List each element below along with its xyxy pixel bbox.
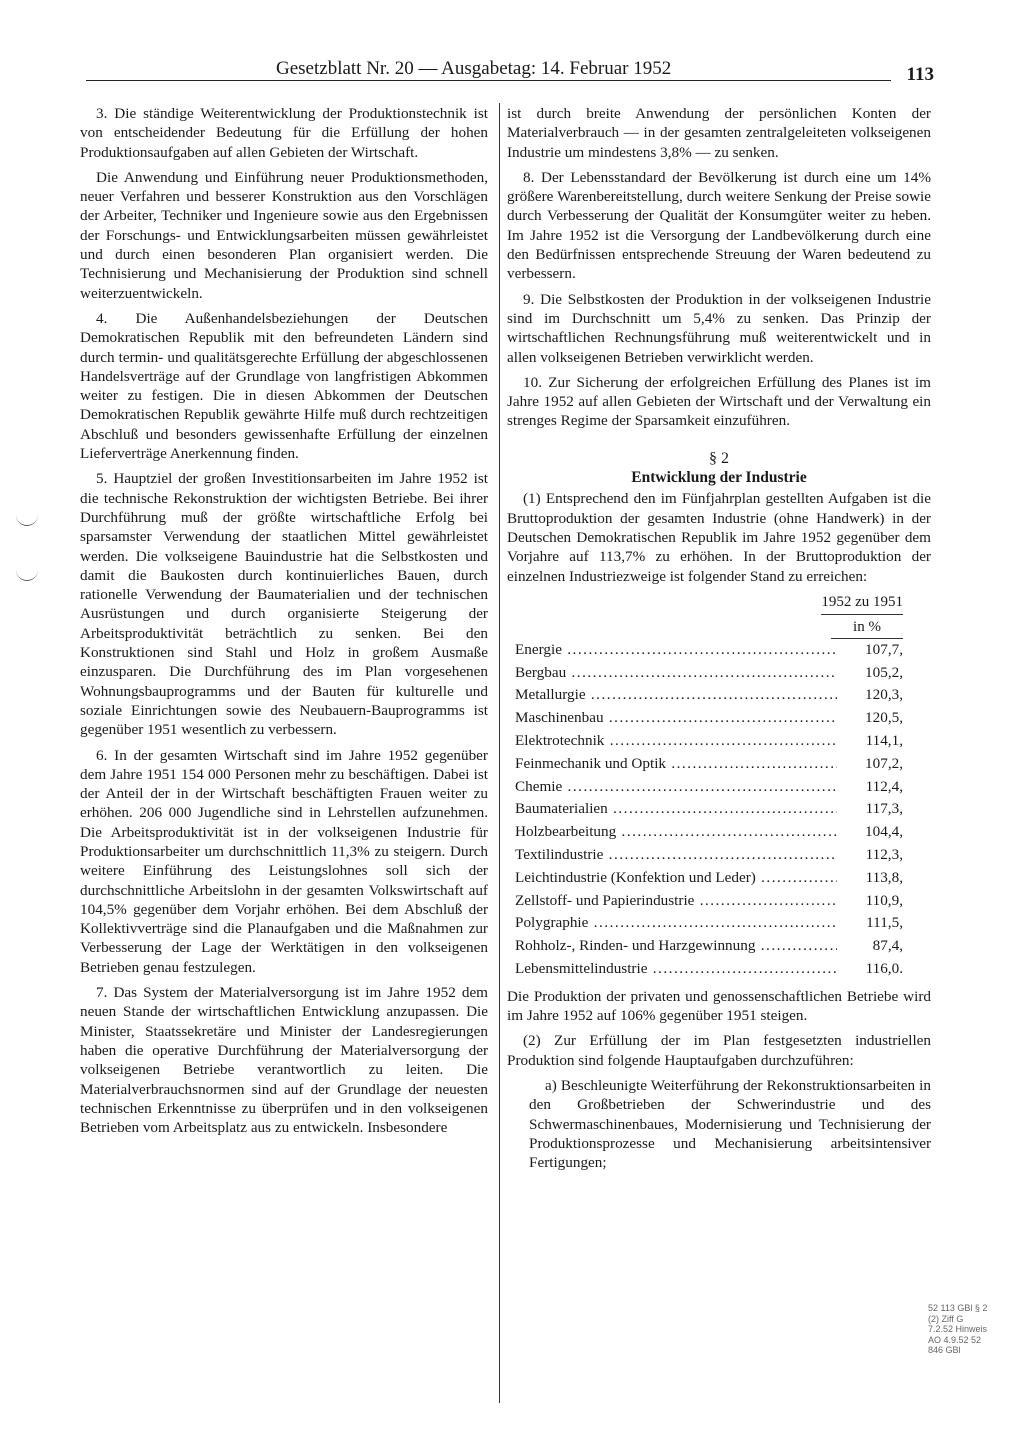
row-label: Leichtindustrie (Konfektion und Leder) ..... [515, 867, 837, 890]
table-header [515, 592, 903, 639]
table-row [515, 753, 903, 776]
row-label: Feinmechanik und Optik ..... [515, 753, 837, 776]
row-label: Textilindustrie ..... [515, 844, 837, 867]
section-title: Entwicklung der Industrie [631, 469, 807, 487]
table-row [515, 798, 903, 821]
industry-table [515, 592, 903, 981]
row-label: Polygraphie ..... [515, 912, 837, 935]
gazette-title: Gesetzblatt Nr. 20 — Ausgabetag: 14. Februar 1952 [276, 58, 672, 79]
table-row [515, 867, 903, 890]
row-label: Baumaterialien ..... [515, 798, 837, 821]
row-value: 107,2, [865, 754, 903, 772]
table-row [515, 935, 903, 958]
section-intro: (1) Entsprechend den im Fünfjahrplan gestellten Aufgaben ist die Bruttoproduktion der gesamten Industrie (ohne Handwerk) in der Deutschen Demokratischen Republik im Jahre 1952 gegenüber dem Vorjahre auf 113,7% zu erhöhen. In der Bruttoproduktion der einzelnen Industriezweige ist folgender Stand zu erreichen: [507, 490, 931, 585]
page-header [86, 58, 934, 88]
item-a: a) Beschleunigte Weiterführung der Rekonstruktionsarbeiten in den Großbetrieben der Schwerindustrie und des Schwermaschinenbaues, Modernisierung und Technisierung der Produktionsprozesse und Mechanisierung arbeitsintensiver Fertigungen; [529, 1076, 931, 1172]
table-row [515, 912, 903, 935]
row-label: Maschinenbau ..... [515, 707, 837, 730]
paragraph-7-continued: ist durch breite Anwendung der persönlichen Konten der Materialverbrauch — in der gesamten zentralgeleiteten volkseigenen Industrie um mindestens 3,8% — zu senken. [507, 105, 931, 161]
row-label: Energie ..... [515, 639, 837, 662]
paragraph-5: 5. Hauptziel der großen Investitionsarbeiten im Jahre 1952 ist die technische Rekonstruktion der wichtigsten Betriebe. Bei ihrer Durchführung muß der größte wirtschaftliche Erfolg bei sparsamster Verwendung der staatlichen Mittel gewährleistet werden. Die volkseigene Bauindustrie hat die Selbstkosten und damit die Baukosten durch kontinuierliches Bauen, durch rationelle Verwendung der Baumaterialien und der technischen Ausrüstungen und durch organisierte Steigerung der Arbeitsproduktivität beträchtlich zu senken. Bei den Konstruktionen sind Stahl und Holz in großem Ausmaße einzusparen. Die Durchführung des im Plan vorgesehenen Wohnungsbauprogramms und der Bauten für kulturelle und soziale Einrichtungen sowie des Neubauern-Bauprogramms ist gegenüber 1951 wesentlich zu verbessern. [80, 470, 488, 739]
table-row [515, 639, 903, 662]
row-label: Bergbau ..... [515, 662, 837, 685]
row-label: Holzbearbeitung ..... [515, 821, 837, 844]
paragraph-4: 4. Die Außenhandelsbeziehungen der Deutschen Demokratischen Republik mit den befreundeten Ländern sind durch termin- und qualitätsgerechte Erfüllung der abgeschlossenen Handelsverträge auf der Grundlage von langfristigen Abkommen weiter zu festigen. Die in diesen Abkommen der Deutschen Demokratischen Republik gewährte Hilfe muß durch rechtzeitigen Abschluß und besonders gewissenhafte Erfüllung der einzelnen Lieferverträge Anerkennung finden. [80, 309, 488, 463]
row-value: 107,7, [865, 640, 903, 658]
row-value: 120,3, [865, 686, 903, 704]
section-number: § 2 [709, 449, 729, 467]
margin-pencil-mark [16, 515, 38, 526]
paragraph-7: 7. Das System der Materialversorgung ist im Jahre 1952 dem neuen Stande der wirtschaftlichen Entwicklung anzupassen. Die Minister, Staatssekretäre und Minister der Landesregierungen haben die operative Durchführung der Materialversorgung der volkseigenen Betriebe verantwortlich zu leiten. Die Materialverbrauchsnormen sind auf der Grundlage der neuesten technischen Erkenntnisse zu überprüfen und in den volkseigenen Betrieben vom Arbeitsplatz aus zu entwickeln. Insbesondere [80, 984, 488, 1137]
table-row [515, 707, 903, 730]
table-row [515, 662, 903, 685]
column-divider [499, 103, 500, 1403]
table-row [515, 958, 903, 981]
row-value: 105,2, [865, 663, 903, 681]
row-value: 111,5, [866, 914, 903, 932]
row-label: Metallurgie ..... [515, 684, 837, 707]
row-label: Rohholz-, Rinden- und Harzgewinnung ..... [515, 935, 837, 958]
margin-pencil-mark [16, 570, 38, 581]
private-production-paragraph: Die Produktion der privaten und genossenschaftlichen Betriebe wird im Jahre 1952 auf 106% gegenüber 1951 steigen. [507, 987, 931, 1025]
paragraph-10: 10. Zur Sicherung der erfolgreichen Erfüllung des Planes ist im Jahre 1952 auf allen Gebieten der Wirtschaft und der Verwaltung ein strenges Regime der Sparsamkeit einzuführen. [507, 373, 931, 430]
row-label: Elektrotechnik ..... [515, 730, 837, 753]
table-row [515, 844, 903, 867]
paragraph-3-continued: Die Anwendung und Einführung neuer Produktionsmethoden, neuer Verfahren und besserer Konstruktion aus den Vorschlägen der Arbeiter, Techniker und Ingenieure sowie aus den Ergebnissen der Forschungs- und Entwicklungsarbeiten müssen gewährleistet und durch einen besonderen Plan organisiert werden. Die Technisierung und Mechanisierung der Produktion sind schnell weiterzuentwickeln. [80, 168, 488, 302]
paragraph-8: 8. Der Lebensstandard der Bevölkerung ist durch eine um 14% größere Warenbereitstellung, durch weitere Senkung der Preise sowie durch Verbesserung der Qualität der Konsumgüter weiter zu heben. Im Jahre 1952 ist die Versorgung der Landbevölkerung durch eine den Bedürfnissen entsprechende Streuung der Waren bedeutend zu verbessern. [507, 168, 931, 283]
header-rule [86, 80, 891, 81]
paragraph-9: 9. Die Selbstkosten der Produktion in der volkseigenen Industrie sind im Durchschnitt um 5,4% zu senken. Das Prinzip der wirtschaftlichen Rechnungsführung muß weiterentwickelt und in allen volkseigenen Betrieben verwirklicht werden. [507, 290, 931, 366]
paragraph-3: 3. Die ständige Weiterentwicklung der Produktionstechnik ist von entscheidender Bedeutung für die Erfüllung der hohen Produktionsaufgaben auf allen Gebieten der Wirtschaft. [80, 105, 488, 161]
table-row [515, 684, 903, 707]
left-column [80, 104, 488, 1143]
row-value: 110,9, [865, 891, 903, 909]
row-value: 114,1, [865, 732, 903, 750]
row-value: 117,3, [865, 800, 903, 818]
page-number: 113 [906, 64, 934, 85]
row-label: Zellstoff- und Papierindustrie ..... [515, 890, 837, 913]
paragraph-6: 6. In der gesamten Wirtschaft sind im Jahre 1952 gegenüber dem Jahre 1951 154 000 Personen mehr zu beschäftigen. Dabei ist der Anteil der in der Wirtschaft beschäftigten Frauen weiter zu erhöhen. 206 000 Jugendliche sind in Lehrstellen aufzunehmen. Die Arbeitsproduktivität ist in der volkseigenen Industrie für Produktionsarbeiter um durchschnittlich 11,3% zu steigern. Durch weitere Einführung des Leistungslohnes soll sich der durchschnittliche Arbeitslohn in der gesamten Volkswirtschaft auf 104,5% gegenüber dem Vorjahr erhöhen. Bei dem Abschluß der Kollektivverträge sind die Planaufgaben und die Maßnahmen zur Verbesserung der Lage der Werktätigen in den volkseigenen Betrieben genau festzulegen. [80, 746, 488, 976]
table-row [515, 730, 903, 753]
row-value: 113,8, [865, 868, 903, 886]
table-row [515, 776, 903, 799]
subsection-2: (2) Zur Erfüllung der im Plan festgesetzten industriellen Produktion sind folgende Hauptaufgaben durchzuführen: [507, 1032, 931, 1069]
table-row [515, 890, 903, 913]
row-value: 116,0. [865, 959, 903, 977]
row-value: 120,5, [865, 709, 903, 727]
row-value: 104,4, [865, 823, 903, 841]
section-heading [507, 449, 931, 488]
table-header-year: 1952 zu 1951 [821, 592, 903, 615]
table-row [515, 821, 903, 844]
row-value: 112,4, [865, 777, 903, 795]
row-label: Lebensmittelindustrie ..... [515, 958, 837, 981]
margin-annotation: 52 113 GBl § 2 (2) Ziff G 7.2.52 Hinweis AO 4.9.52 52 846 GBl [928, 1303, 988, 1355]
row-label: Chemie ..... [515, 776, 837, 799]
table-header-unit: in % [831, 617, 903, 639]
right-column [507, 104, 931, 1178]
row-value: 112,3, [865, 846, 903, 863]
row-value: 87,4, [872, 937, 903, 955]
